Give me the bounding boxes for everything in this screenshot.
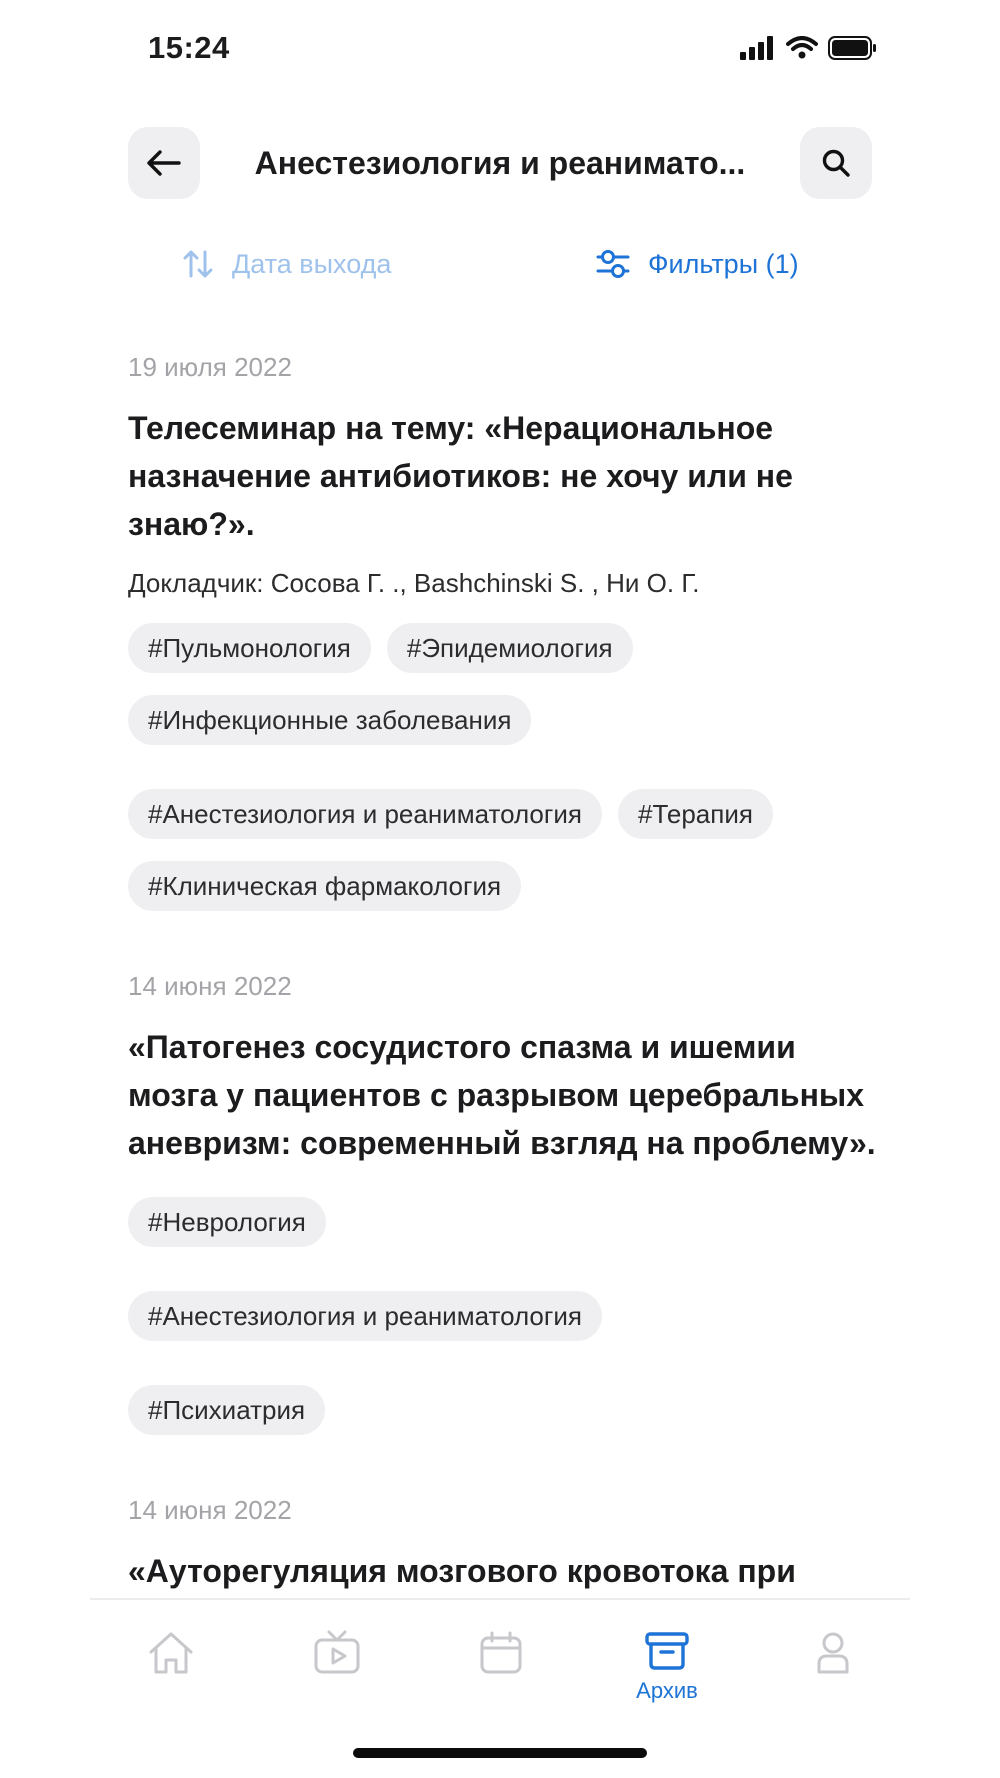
post-date: 14 июня 2022 [128,1495,292,1525]
tag-chip[interactable]: #Пульмонология [128,623,371,673]
status-bar [0,0,1000,100]
filter-label: Фильтры (1) [648,248,799,279]
video-icon [313,1630,361,1676]
list-item[interactable] [128,352,888,911]
post-title[interactable]: Телесеминар на тему: «Нерациональное назначение антибиотиков: не хочу или не знаю?». [128,410,793,542]
webinar-list [128,352,888,1695]
archive-icon [643,1630,691,1672]
calendar-icon [477,1630,525,1676]
wifi-icon [786,36,818,60]
home-icon [147,1630,195,1676]
search-button[interactable] [800,127,872,199]
search-icon [821,148,851,178]
tab-archive[interactable] [607,1630,727,1704]
tab-calendar[interactable] [441,1630,561,1676]
signal-icon [740,36,776,60]
sort-button[interactable] [182,248,391,280]
tag-chip[interactable]: #Клиническая фармакология [128,861,521,911]
tab-video[interactable] [277,1630,397,1676]
tag-chip[interactable]: #Инфекционные заболевания [128,695,531,745]
tag-chip[interactable]: #Анестезиология и реаниматология [128,1291,602,1341]
page-title: Анестезиология и реанимато... [254,145,746,181]
filter-sliders-icon [596,248,630,280]
tag-list [128,1197,888,1435]
status-time: 15:24 [148,30,230,65]
post-date: 19 июля 2022 [128,352,292,382]
tag-chip[interactable]: #Терапия [618,789,773,839]
tab-profile[interactable] [773,1630,893,1676]
battery-icon [828,36,878,60]
list-item[interactable] [128,971,888,1435]
header [128,127,872,199]
post-title[interactable]: «Ауторегуляция мозгового кровотока при [128,1553,796,1589]
profile-icon [809,1630,857,1676]
post-speakers: Докладчик: Сосова Г. ., Bashchinski S. , Ни О. Г. [128,568,700,598]
tab-home[interactable] [111,1630,231,1676]
sort-filter-bar [0,248,1000,296]
tag-chip[interactable]: #Неврология [128,1197,326,1247]
post-title[interactable]: «Патогенез сосудистого спазма и ишемии мозга у пациентов с разрывом церебральных аневризм: современный взгляд на проблему». [128,1029,876,1161]
home-indicator [353,1748,647,1758]
filter-button[interactable] [596,248,799,280]
tag-chip[interactable]: #Эпидемиология [387,623,633,673]
tag-chip[interactable]: #Анестезиология и реаниматология [128,789,602,839]
sort-label: Дата выхода [232,248,392,279]
post-date: 14 июня 2022 [128,971,292,1001]
tag-list [128,623,888,911]
tag-chip[interactable]: #Психиатрия [128,1385,325,1435]
tab-archive-label: Архив [636,1678,698,1703]
sort-arrows-icon [182,248,214,280]
status-icons [740,36,878,60]
